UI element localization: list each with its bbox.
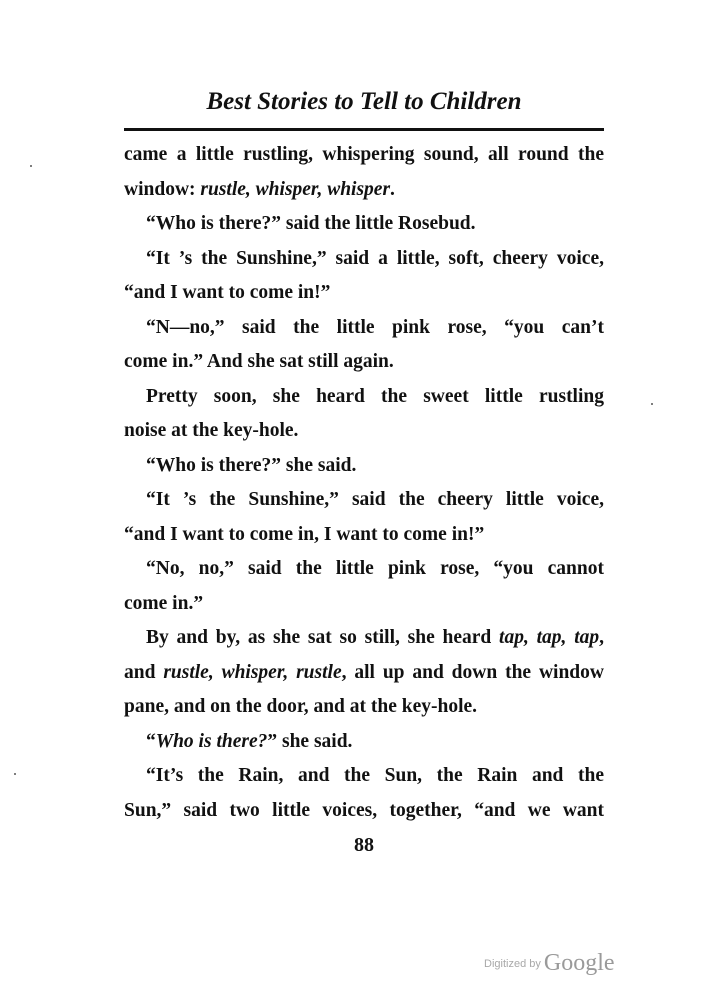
text-run: , all up and down the window: [341, 661, 604, 683]
google-logo: Google: [543, 950, 615, 976]
text-run: came a little rustling, whispering sound, all round the: [124, 144, 604, 165]
digitized-prefix: Digitized by: [484, 958, 541, 970]
text-run: “N—no,” said the little pink rose, “you can’t: [146, 316, 604, 338]
text-line: [124, 207, 604, 242]
text-line: [124, 173, 604, 208]
text-run: “: [146, 730, 156, 752]
text-line: [124, 587, 604, 622]
text-run: Sun,” said two little voices, together, “and we want: [124, 799, 604, 821]
italic-phrase: rustle, whisper, whisper: [200, 178, 391, 200]
paper-speck: [14, 773, 16, 775]
text-line: [124, 483, 604, 518]
text-line: [124, 690, 604, 725]
page-number: 88: [354, 834, 374, 856]
text-run: .: [390, 178, 395, 200]
text-run: window:: [124, 178, 201, 200]
text-run: Pretty soon, she heard the sweet little rustling: [146, 385, 604, 407]
text-run: ,: [599, 627, 604, 648]
text-line: [124, 276, 604, 311]
text-run: “Who is there?” she said.: [146, 454, 357, 476]
paper-speck: [30, 165, 32, 167]
text-run: “Who is there?” said the little Rosebud.: [146, 213, 476, 234]
italic-phrase: rustle, whisper, rustle: [163, 661, 342, 683]
text-line: [124, 311, 604, 346]
text-run: By and by, as she sat so still, she heard: [146, 627, 500, 648]
text-run: “It ’s the Sunshine,” said the cheery little voice,: [146, 489, 604, 510]
text-line: [124, 242, 604, 277]
text-run: “and I want to come in, I want to come in!”: [124, 523, 485, 545]
text-run: “It’s the Rain, and the Sun, the Rain and the: [146, 765, 604, 786]
text-line: [124, 759, 604, 794]
text-run: come in.”: [124, 592, 204, 614]
text-run: noise at the key-hole.: [124, 420, 299, 441]
text-run: ” she said.: [267, 730, 353, 752]
text-run: pane, and on the door, and at the key-hole.: [124, 696, 478, 717]
digitized-watermark: [484, 950, 615, 977]
text-run: “No, no,” said the little pink rose, “you cannot: [146, 558, 604, 579]
text-line: [124, 449, 604, 484]
text-line: [124, 725, 604, 760]
text-line: [124, 414, 604, 449]
italic-phrase: tap, tap, tap: [499, 627, 600, 648]
text-run: come in.” And she sat still again.: [124, 351, 394, 372]
running-head: Best Stories to Tell to Children: [206, 88, 522, 115]
text-line: [124, 138, 604, 173]
text-line: [124, 621, 604, 656]
italic-phrase: Who is there?: [155, 730, 268, 752]
text-line: [124, 656, 604, 691]
text-line: [124, 794, 604, 829]
text-line: [124, 552, 604, 587]
text-run: “and I want to come in!”: [124, 282, 331, 303]
head-rule: [124, 128, 604, 131]
text-line: [124, 345, 604, 380]
text-run: and: [124, 661, 164, 683]
text-line: [124, 518, 604, 553]
body-text: [124, 138, 604, 828]
text-run: “It ’s the Sunshine,” said a little, soft, cheery voice,: [146, 247, 604, 269]
text-line: [124, 380, 604, 415]
paper-speck: [651, 403, 653, 405]
